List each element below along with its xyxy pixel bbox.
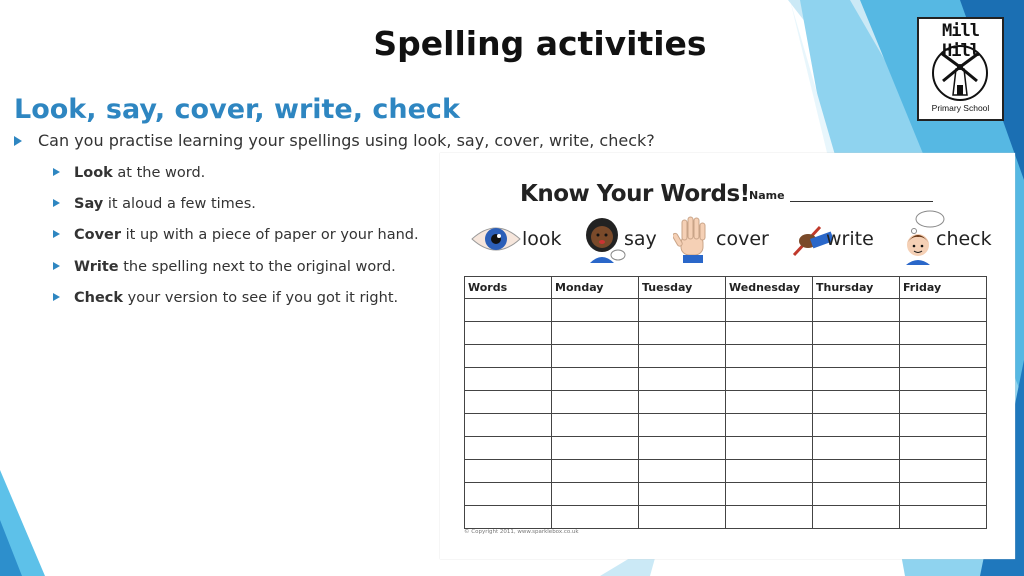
table-cell <box>813 322 900 345</box>
table-cell <box>813 483 900 506</box>
table-cell <box>465 391 552 414</box>
table-cell <box>900 368 987 391</box>
list-item <box>53 224 419 255</box>
table-cell <box>813 506 900 529</box>
table-cell <box>900 506 987 529</box>
table-cell <box>726 483 813 506</box>
table-cell <box>900 391 987 414</box>
bullet-arrow-icon <box>14 136 22 146</box>
table-row <box>465 483 987 506</box>
step-text: it aloud a few times. <box>103 196 256 213</box>
table-cell <box>552 506 639 529</box>
table-cell <box>639 299 726 322</box>
table-cell <box>552 322 639 345</box>
table-cell <box>900 345 987 368</box>
table-cell <box>552 414 639 437</box>
table-cell <box>900 414 987 437</box>
table-cell <box>465 483 552 506</box>
step-text: at the word. <box>112 165 206 181</box>
table-cell <box>726 368 813 391</box>
table-cell <box>726 506 813 529</box>
step-keyword: Cover <box>74 227 122 244</box>
say-label: say <box>624 228 657 250</box>
table-cell <box>900 460 987 483</box>
cover-label: cover <box>716 228 769 250</box>
table-cell <box>552 391 639 414</box>
step-keyword: Write <box>74 258 119 275</box>
step-keyword: Check <box>74 289 124 306</box>
table-row <box>465 391 987 414</box>
table-cell <box>552 460 639 483</box>
spelling-table <box>464 276 987 529</box>
bullet-arrow-icon <box>53 230 60 238</box>
table-cell <box>639 391 726 414</box>
table-cell <box>813 299 900 322</box>
eye-icon <box>470 221 522 257</box>
write-label: write <box>826 228 874 250</box>
table-cell <box>639 460 726 483</box>
step-text: it up with a piece of paper or your hand. <box>121 227 419 244</box>
hand-icon <box>673 215 713 263</box>
table-cell <box>465 345 552 368</box>
table-row <box>465 506 987 529</box>
worksheet-title: Know Your Words! <box>520 181 750 207</box>
table-cell <box>813 460 900 483</box>
bullet-arrow-icon <box>53 199 60 207</box>
table-cell <box>813 345 900 368</box>
list-item <box>53 256 419 287</box>
table-cell <box>465 506 552 529</box>
speaking-girl-icon <box>584 217 626 263</box>
logo-subtitle: Primary School <box>931 103 990 113</box>
table-cell <box>900 483 987 506</box>
name-label: Name <box>749 189 785 202</box>
step-keyword: Look <box>74 165 113 181</box>
table-row <box>465 368 987 391</box>
column-header: Wednesday <box>726 277 813 299</box>
table-body <box>465 299 987 529</box>
step-keyword: Say <box>74 196 104 213</box>
table-cell <box>465 414 552 437</box>
table-cell <box>726 322 813 345</box>
list-item <box>53 287 419 318</box>
list-item <box>53 162 419 193</box>
table-cell <box>726 460 813 483</box>
table-cell <box>465 368 552 391</box>
list-item <box>53 193 419 224</box>
know-your-words-worksheet <box>440 153 1015 559</box>
table-cell <box>813 368 900 391</box>
table-cell <box>900 322 987 345</box>
table-cell <box>552 368 639 391</box>
table-cell <box>639 414 726 437</box>
column-header: Thursday <box>813 277 900 299</box>
intro-text: Can you practise learning your spellings using look, say, cover, write, check? <box>38 131 655 150</box>
table-cell <box>813 437 900 460</box>
page-title: Spelling activities <box>373 24 707 63</box>
table-row <box>465 414 987 437</box>
bullet-arrow-icon <box>53 168 60 176</box>
table-cell <box>900 299 987 322</box>
table-cell <box>726 345 813 368</box>
steps-list <box>53 162 419 318</box>
section-heading: Look, say, cover, write, check <box>14 94 460 125</box>
table-cell <box>465 299 552 322</box>
step-text: your version to see if you got it right. <box>123 289 399 306</box>
table-cell <box>552 345 639 368</box>
column-header: Friday <box>900 277 987 299</box>
logo-name: Mill Hill <box>942 21 979 61</box>
table-row <box>465 460 987 483</box>
bullet-arrow-icon <box>53 262 60 270</box>
table-cell <box>639 322 726 345</box>
table-row <box>465 345 987 368</box>
table-cell <box>813 414 900 437</box>
table-cell <box>900 437 987 460</box>
table-cell <box>813 391 900 414</box>
table-cell <box>552 437 639 460</box>
table-row <box>465 437 987 460</box>
table-row <box>465 299 987 322</box>
table-cell <box>465 437 552 460</box>
table-cell <box>552 299 639 322</box>
table-cell <box>639 437 726 460</box>
table-cell <box>726 299 813 322</box>
windmill-icon <box>929 43 992 103</box>
table-cell <box>465 322 552 345</box>
table-cell <box>726 437 813 460</box>
table-cell <box>552 483 639 506</box>
table-cell <box>639 368 726 391</box>
table-cell <box>639 506 726 529</box>
table-cell <box>726 414 813 437</box>
name-line <box>790 201 933 202</box>
table-header-row <box>465 277 987 299</box>
table-cell <box>726 391 813 414</box>
table-row <box>465 322 987 345</box>
column-header: Monday <box>552 277 639 299</box>
look-label: look <box>522 228 562 250</box>
copyright-notice: © Copyright 2011, www.sparklebox.co.uk <box>464 529 579 535</box>
table-cell <box>639 345 726 368</box>
table-cell <box>465 460 552 483</box>
school-logo <box>917 17 1004 121</box>
column-header: Tuesday <box>639 277 726 299</box>
intro-bullet <box>14 131 655 150</box>
bullet-arrow-icon <box>53 293 60 301</box>
column-header: Words <box>465 277 552 299</box>
step-text: the spelling next to the original word. <box>118 258 396 275</box>
table-cell <box>639 483 726 506</box>
check-label: check <box>936 228 992 250</box>
